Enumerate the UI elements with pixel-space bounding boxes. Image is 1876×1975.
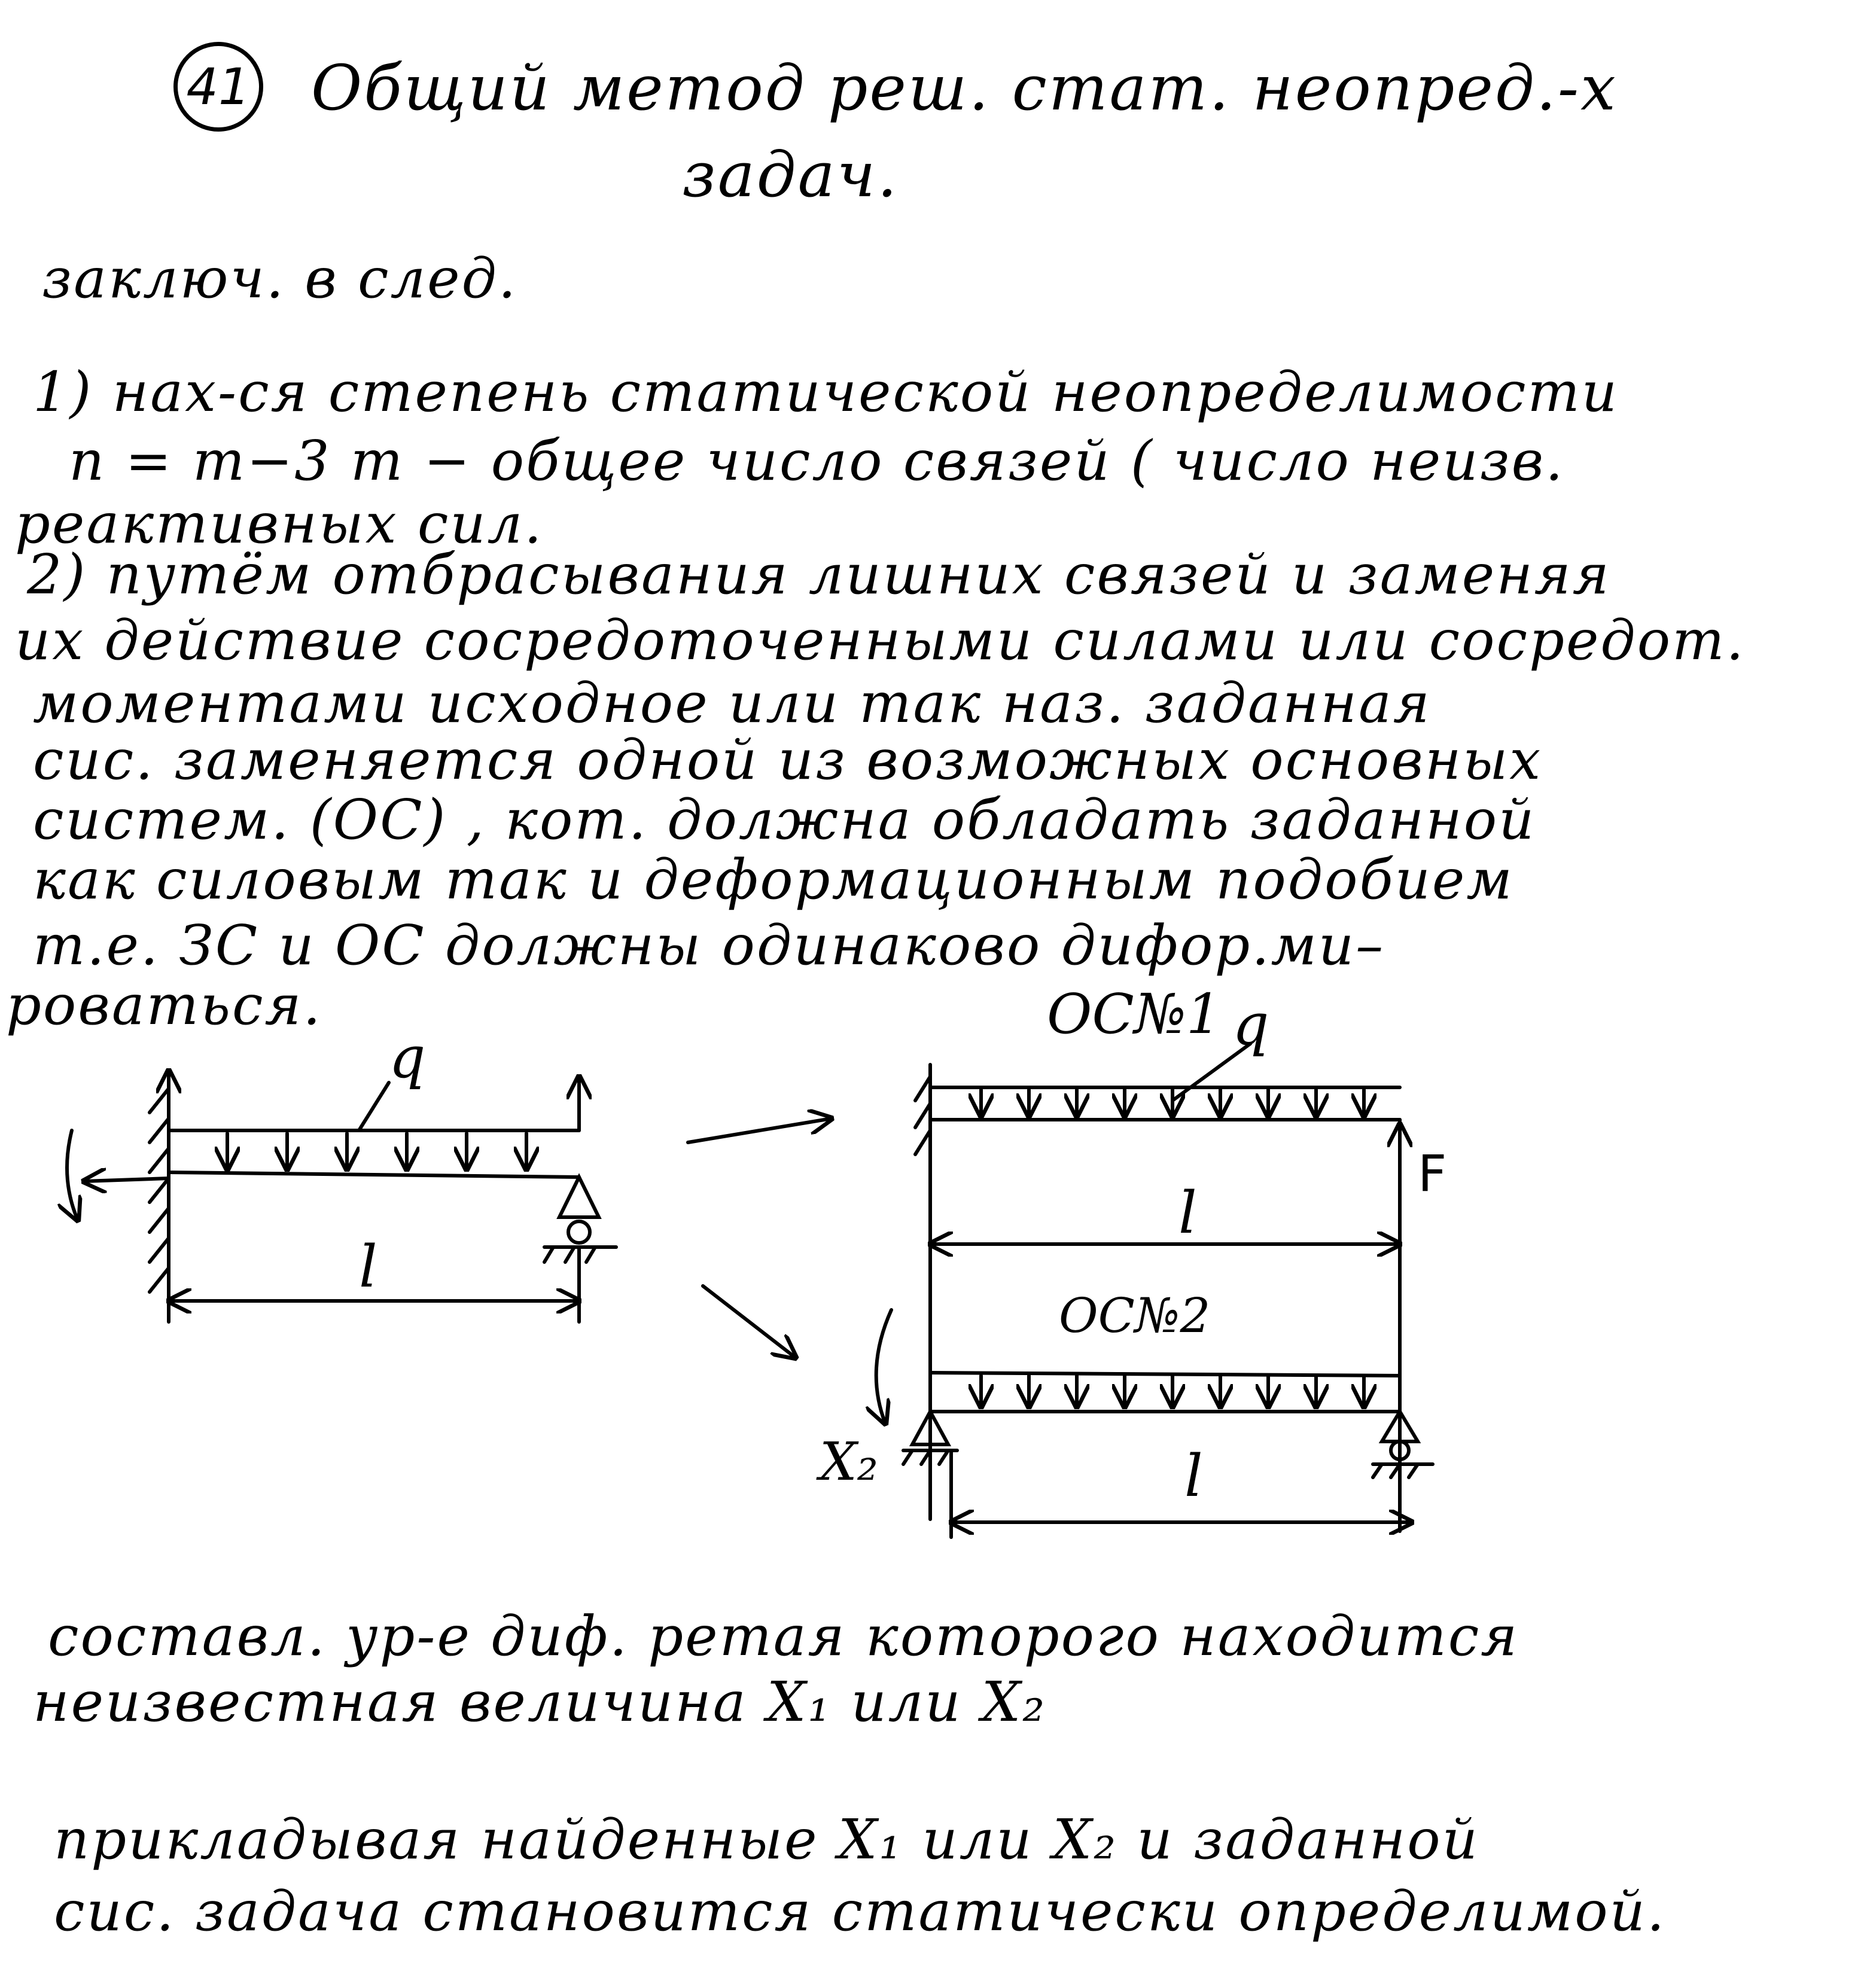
equation-line1: составл. ур-е диф. ретая которого находится (48, 1604, 1519, 1668)
question-number: 41 (186, 57, 251, 116)
conclusion-line2: сис. задача становится статически определимой. (54, 1879, 1667, 1943)
os2-load-top-line (930, 1373, 1400, 1376)
os2-load-arrows (981, 1376, 1364, 1407)
step2-line3: моментами исходное или так наз. заданная (33, 671, 1432, 735)
step2-line8: роваться. (6, 973, 322, 1037)
wall-moment-arrow (67, 1130, 78, 1220)
step2-line4: сис. заменяется одной из возможных основных (33, 728, 1543, 792)
os2-right-support-icon (1373, 1412, 1433, 1477)
page-title: Общий метод реш. стат. неопред.-х (311, 51, 1618, 124)
wall-horizontal-reaction-arrow (84, 1178, 169, 1181)
step2-line6: как силовым так и деформационным подобием (33, 848, 1514, 912)
intro-text: заключ. в след. (42, 246, 518, 310)
given-beam-diagram (67, 1071, 616, 1322)
x2-label: X₂ (820, 1431, 878, 1492)
conclusion-line1: прикладывая найденные X₁ или X₂ и заданной (54, 1808, 1479, 1872)
step1-line3: реактивных сил. (15, 492, 544, 556)
left-load-label: q (389, 1024, 426, 1091)
os2-x2-moment-arrow (876, 1310, 891, 1424)
os2-title: ОС№2 (1059, 1288, 1211, 1343)
os1-load-label: q (1232, 991, 1269, 1058)
step1-line1: 1) нах-ся степень статической неопределимости (33, 360, 1619, 424)
force-f-label: F (1418, 1144, 1447, 1203)
step2-line1: 2) путём отбрасывания лишних связей и заменяя (27, 542, 1611, 606)
arrow-to-os2 (703, 1286, 796, 1358)
os2-span-label: l (1184, 1443, 1203, 1510)
os1-wall-hatching (915, 1077, 930, 1154)
left-span-label: l (359, 1233, 377, 1300)
os1-load-arrows (981, 1090, 1364, 1116)
os2-diagram (876, 1310, 1433, 1537)
load-label-leader (359, 1083, 389, 1130)
arrow-to-os1 (688, 1118, 832, 1142)
step2-line7: т.е. ЗС и ОС должны одинаково дифор.ми– (33, 913, 1385, 977)
fixed-wall-hatching (150, 1089, 169, 1292)
step2-line2: их действие сосредоточенными силами или сосредот. (15, 608, 1746, 672)
distributed-load-arrows (227, 1133, 526, 1169)
step2-line5: систем. (ОС) , кот. должна обладать заданной (33, 788, 1536, 852)
os1-title: ОС№1 (1047, 982, 1222, 1046)
beam-line (169, 1172, 579, 1177)
page-title-continuation: задач. (682, 138, 899, 211)
equation-line2: неизвестная величина X₁ или X₂ (33, 1670, 1047, 1734)
step1-line2: n = m−3 m − общее число связей ( число неизв. (69, 429, 1565, 493)
os1-span-label: l (1178, 1179, 1197, 1246)
